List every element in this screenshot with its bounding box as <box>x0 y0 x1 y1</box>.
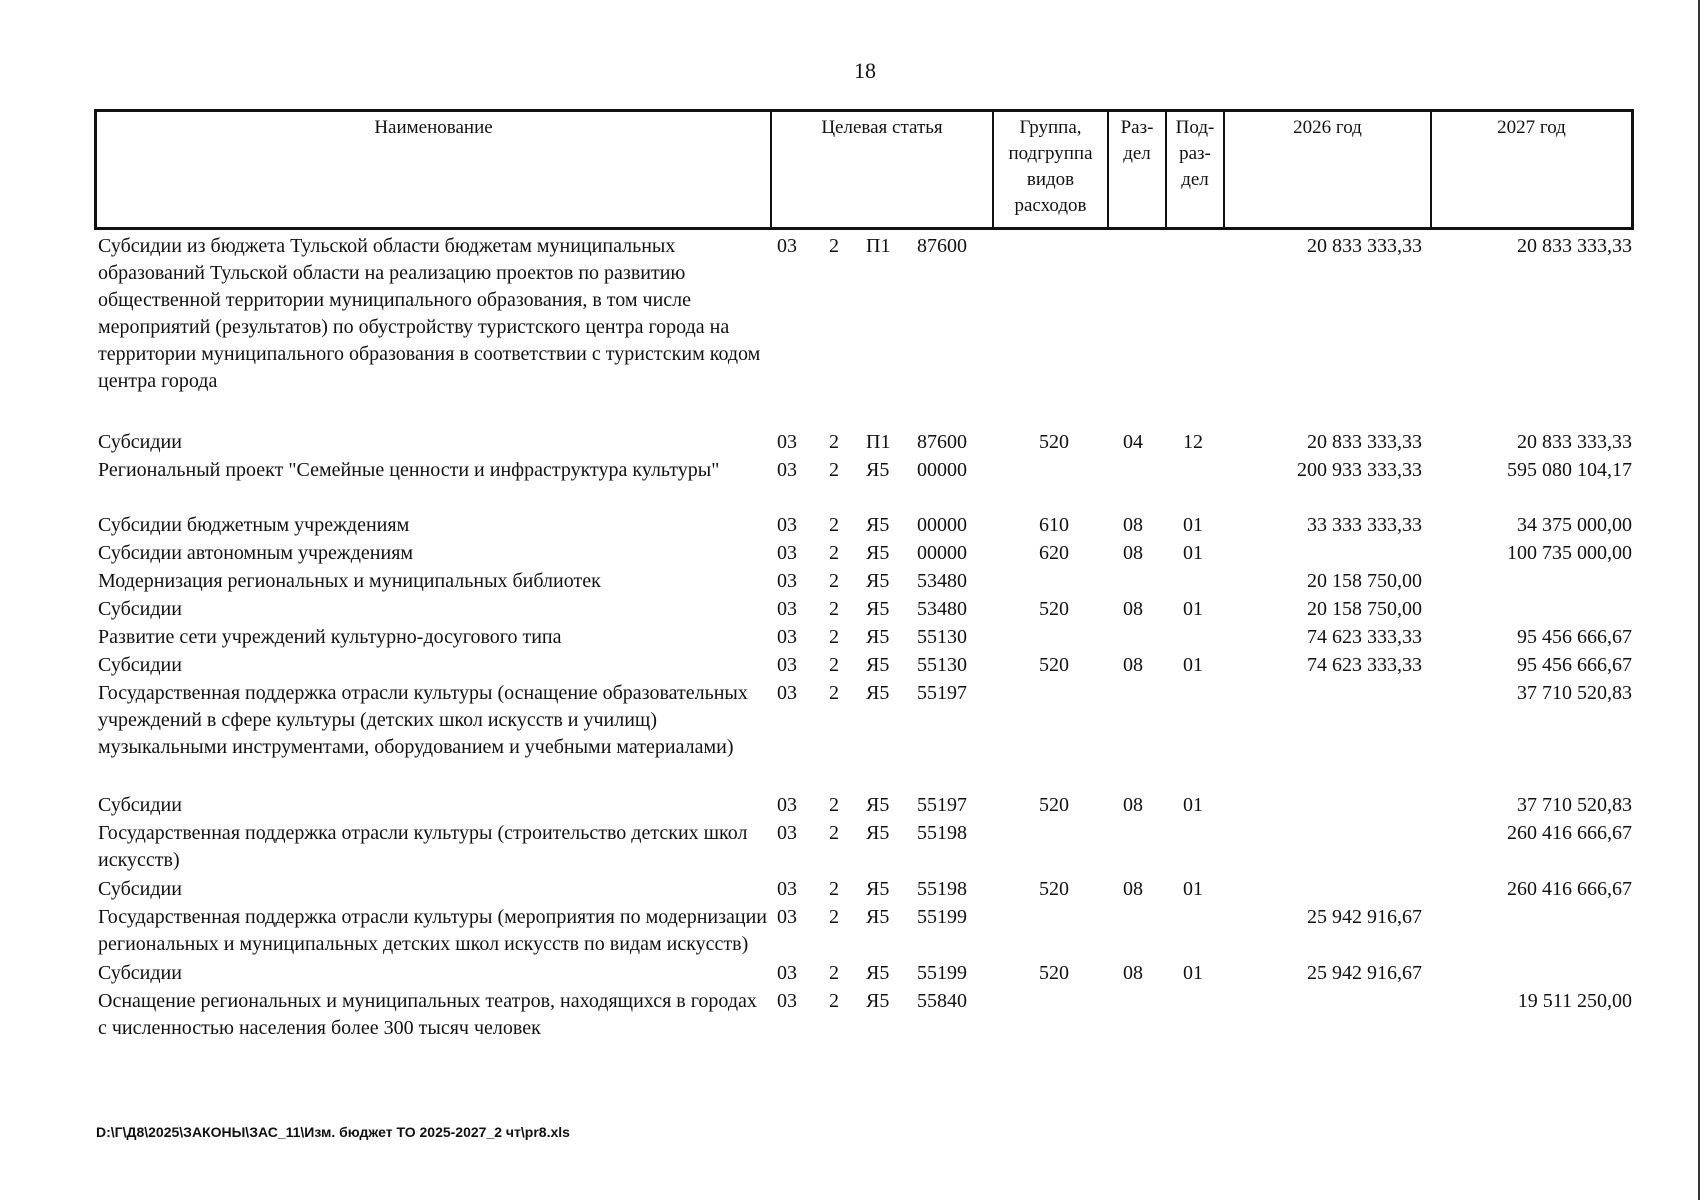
amount-2026: 200 933 333,33 <box>1297 459 1422 481</box>
section-code: 04 <box>1123 431 1143 453</box>
amount-2027: 20 833 333,33 <box>1517 431 1632 453</box>
amount-2027: 37 710 520,83 <box>1517 794 1632 816</box>
code-subprogram: 2 <box>829 542 839 564</box>
code-subprogram: 2 <box>829 962 839 984</box>
code-subprogram: 2 <box>829 990 839 1012</box>
amount-2027: 19 511 250,00 <box>1517 990 1632 1012</box>
amount-2026: 33 333 333,33 <box>1307 514 1422 536</box>
code-subprogram: 2 <box>829 459 839 481</box>
code-program: 03 <box>777 542 797 564</box>
header-group: Группа, подгруппа видов расходов <box>992 112 1107 227</box>
code-project: Я5 <box>866 962 890 984</box>
code-subprogram: 2 <box>829 235 839 257</box>
code-project: Я5 <box>866 878 890 900</box>
row-name: Субсидии <box>98 962 182 984</box>
subsection-code: 12 <box>1183 431 1203 453</box>
section-code: 08 <box>1123 542 1143 564</box>
row-name: Оснащение региональных и муниципальных театров, находящихся в городах с численностью населения более 300 тысяч человек <box>98 990 757 1039</box>
code-direction: 55197 <box>917 682 967 704</box>
amount-2027: 37 710 520,83 <box>1517 682 1632 704</box>
code-subprogram: 2 <box>829 598 839 620</box>
code-project: Я5 <box>866 682 890 704</box>
code-direction: 55130 <box>917 626 967 648</box>
code-subprogram: 2 <box>829 878 839 900</box>
code-project: Я5 <box>866 514 890 536</box>
code-program: 03 <box>777 626 797 648</box>
section-code: 08 <box>1123 962 1143 984</box>
code-program: 03 <box>777 794 797 816</box>
expense-group: 520 <box>1039 794 1069 816</box>
code-direction: 00000 <box>917 542 967 564</box>
code-program: 03 <box>777 990 797 1012</box>
code-subprogram: 2 <box>829 626 839 648</box>
code-project: П1 <box>866 431 891 453</box>
amount-2026: 74 623 333,33 <box>1307 626 1422 648</box>
file-path: D:\Г\Д8\2025\ЗАКОНЫ\ЗАС_11\Изм. бюджет ТО 2025-2027_2 чт\pr8.xls <box>96 1124 570 1140</box>
row-name: Государственная поддержка отрасли культуры (мероприятия по модернизации региональных и муниципальных детских школ искусств по видам искусств) <box>98 906 768 955</box>
code-subprogram: 2 <box>829 906 839 928</box>
code-direction: 00000 <box>917 459 967 481</box>
expense-group: 520 <box>1039 598 1069 620</box>
code-program: 03 <box>777 598 797 620</box>
code-program: 03 <box>777 906 797 928</box>
section-code: 08 <box>1123 794 1143 816</box>
amount-2027: 595 080 104,17 <box>1507 459 1632 481</box>
subsection-code: 01 <box>1183 542 1203 564</box>
code-program: 03 <box>777 235 797 257</box>
code-direction: 00000 <box>917 514 967 536</box>
page-number: 18 <box>854 58 876 83</box>
amount-2027: 260 416 666,67 <box>1507 878 1632 900</box>
code-direction: 55198 <box>917 822 967 844</box>
subsection-code: 01 <box>1183 878 1203 900</box>
header-2026: 2026 год <box>1223 112 1430 227</box>
code-program: 03 <box>777 514 797 536</box>
amount-2027: 95 456 666,67 <box>1517 654 1632 676</box>
amount-2026: 20 158 750,00 <box>1307 598 1422 620</box>
code-program: 03 <box>777 878 797 900</box>
code-project: Я5 <box>866 906 890 928</box>
code-direction: 55130 <box>917 654 967 676</box>
page-edge <box>1698 0 1700 1200</box>
row-name: Субсидии из бюджета Тульской области бюджетам муниципальных образований Тульской области на реализацию проектов по развитию общественной территории муниципального образования, в том числе мероприятий (результатов) по обустройству туристского центра города на территории муниципального образования в соответствии с туристским кодом центра города <box>98 235 761 392</box>
amount-2026: 25 942 916,67 <box>1307 906 1422 928</box>
subsection-code: 01 <box>1183 514 1203 536</box>
code-program: 03 <box>777 654 797 676</box>
code-project: Я5 <box>866 598 890 620</box>
code-project: Я5 <box>866 990 890 1012</box>
code-program: 03 <box>777 962 797 984</box>
code-subprogram: 2 <box>829 514 839 536</box>
row-name: Субсидии автономным учреждениям <box>98 542 414 564</box>
code-direction: 55199 <box>917 962 967 984</box>
code-project: Я5 <box>866 542 890 564</box>
expense-group: 520 <box>1039 962 1069 984</box>
header-subsection: Под- раз- дел <box>1165 112 1223 227</box>
row-name: Государственная поддержка отрасли культуры (оснащение образовательных учреждений в сфере культуры (детских школ искусств и училищ) музыкальными инструментами, оборудованием и учебными материалами) <box>98 682 748 758</box>
row-name: Развитие сети учреждений культурно-досугового типа <box>98 626 562 648</box>
amount-2026: 20 158 750,00 <box>1307 570 1422 592</box>
code-project: Я5 <box>866 459 890 481</box>
section-code: 08 <box>1123 654 1143 676</box>
expense-group: 520 <box>1039 431 1069 453</box>
table-header <box>94 109 1634 230</box>
header-target-article: Целевая статья <box>770 112 992 227</box>
section-code: 08 <box>1123 598 1143 620</box>
code-subprogram: 2 <box>829 682 839 704</box>
amount-2027: 100 735 000,00 <box>1507 542 1632 564</box>
amount-2026: 20 833 333,33 <box>1307 431 1422 453</box>
row-name: Региональный проект "Семейные ценности и инфраструктура культуры" <box>98 459 720 481</box>
subsection-code: 01 <box>1183 794 1203 816</box>
code-project: Я5 <box>866 794 890 816</box>
row-name: Субсидии бюджетным учреждениям <box>98 514 410 536</box>
section-code: 08 <box>1123 514 1143 536</box>
subsection-code: 01 <box>1183 962 1203 984</box>
code-direction: 55197 <box>917 794 967 816</box>
row-name: Субсидии <box>98 654 182 676</box>
code-subprogram: 2 <box>829 794 839 816</box>
code-subprogram: 2 <box>829 822 839 844</box>
header-2027: 2027 год <box>1430 112 1631 227</box>
code-project: Я5 <box>866 570 890 592</box>
code-project: Я5 <box>866 654 890 676</box>
row-name: Субсидии <box>98 598 182 620</box>
row-name: Модернизация региональных и муниципальных библиотек <box>98 570 601 592</box>
expense-group: 520 <box>1039 654 1069 676</box>
code-project: Я5 <box>866 822 890 844</box>
row-name: Государственная поддержка отрасли культуры (строительство детских школ искусств) <box>98 822 748 871</box>
code-project: П1 <box>866 235 891 257</box>
subsection-code: 01 <box>1183 598 1203 620</box>
code-project: Я5 <box>866 626 890 648</box>
header-name: Наименование <box>374 117 493 138</box>
code-subprogram: 2 <box>829 431 839 453</box>
code-direction: 55198 <box>917 878 967 900</box>
code-direction: 53480 <box>917 570 967 592</box>
subsection-code: 01 <box>1183 654 1203 676</box>
expense-group: 620 <box>1039 542 1069 564</box>
code-direction: 55840 <box>917 990 967 1012</box>
row-name: Субсидии <box>98 794 182 816</box>
section-code: 08 <box>1123 878 1143 900</box>
expense-group: 610 <box>1039 514 1069 536</box>
amount-2026: 74 623 333,33 <box>1307 654 1422 676</box>
amount-2027: 20 833 333,33 <box>1517 235 1632 257</box>
code-direction: 87600 <box>917 431 967 453</box>
amount-2026: 25 942 916,67 <box>1307 962 1422 984</box>
code-program: 03 <box>777 822 797 844</box>
code-program: 03 <box>777 459 797 481</box>
code-program: 03 <box>777 682 797 704</box>
code-program: 03 <box>777 431 797 453</box>
header-section: Раз- дел <box>1107 112 1165 227</box>
code-direction: 55199 <box>917 906 967 928</box>
code-direction: 53480 <box>917 598 967 620</box>
row-name: Субсидии <box>98 878 182 900</box>
code-program: 03 <box>777 570 797 592</box>
expense-group: 520 <box>1039 878 1069 900</box>
code-direction: 87600 <box>917 235 967 257</box>
row-name: Субсидии <box>98 431 182 453</box>
amount-2027: 95 456 666,67 <box>1517 626 1632 648</box>
code-subprogram: 2 <box>829 570 839 592</box>
amount-2027: 260 416 666,67 <box>1507 822 1632 844</box>
amount-2026: 20 833 333,33 <box>1307 235 1422 257</box>
amount-2027: 34 375 000,00 <box>1517 514 1632 536</box>
code-subprogram: 2 <box>829 654 839 676</box>
